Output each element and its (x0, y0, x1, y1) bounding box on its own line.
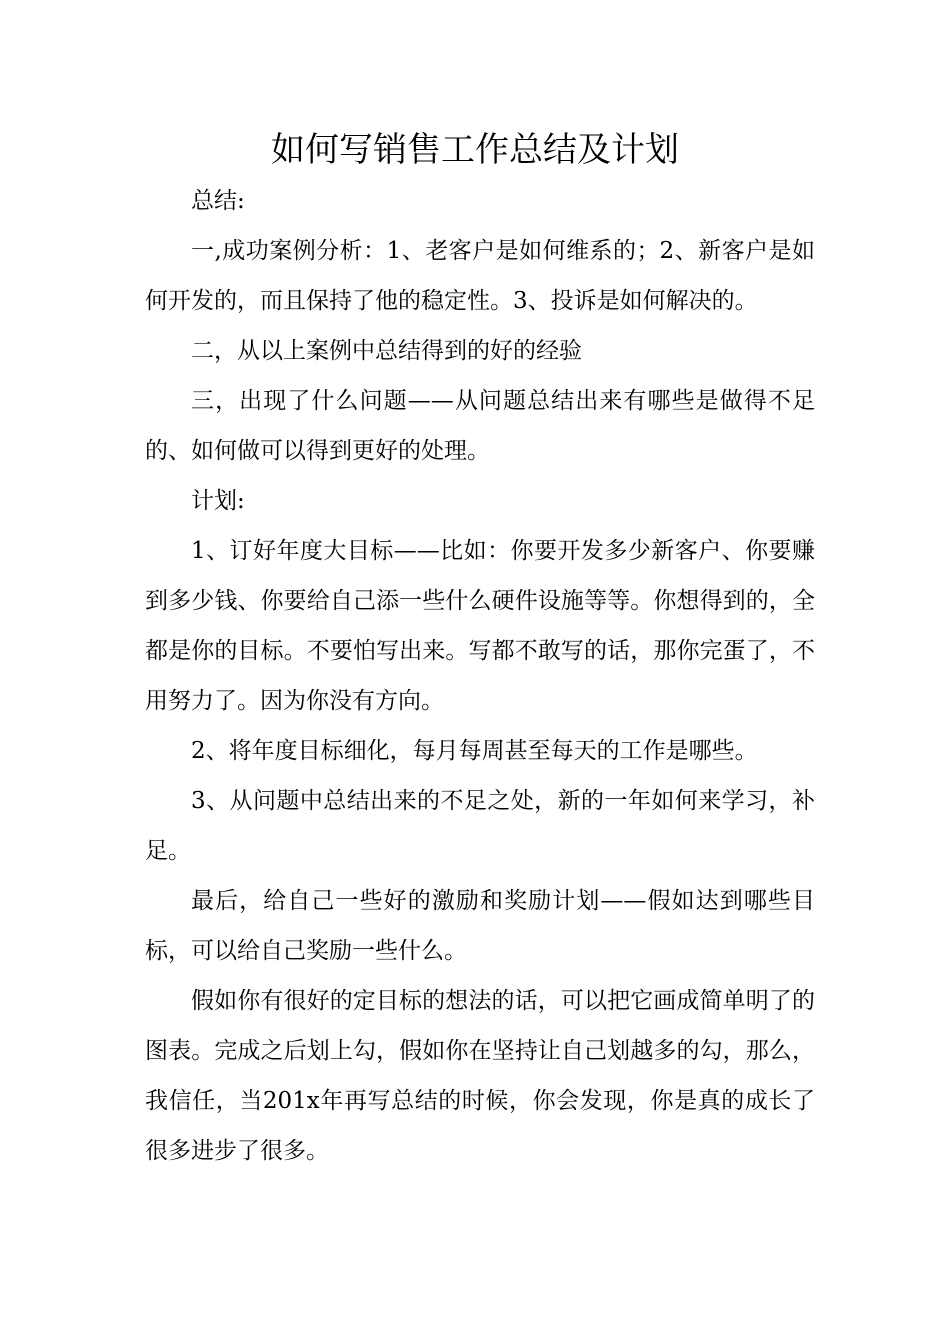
paragraph-improve-shortcomings: 3、从问题中总结出来的不足之处，新的一年如何来学习，补足。 (145, 788, 815, 864)
paragraph-success-cases: 一,成功案例分析：1、老客户是如何维系的；2、新客户是如何开发的，而且保持了他的稳定性。3、投诉是如何解决的。 (145, 238, 815, 314)
paragraph-chart-advice: 假如你有很好的定目标的想法的话，可以把它画成简单明了的图表。完成之后划上勾，假如你在坚持让自己划越多的勾，那么，我信任，当201x年再写总结的时候，你会发现，你是真的成长了很多进步了很多。 (145, 988, 815, 1164)
document-title: 如何写销售工作总结及计划 (271, 130, 679, 170)
paragraph-plan-heading: 计划: (191, 488, 245, 514)
document-body (145, 176, 815, 1176)
paragraph-problems: 三，出现了什么问题——从问题总结出来有哪些是做得不足的、如何做可以得到更好的处理。 (145, 388, 815, 464)
paragraph-rewards: 最后，给自己一些好的激励和奖励计划——假如达到哪些目标，可以给自己奖励一些什么。 (145, 888, 815, 964)
paragraph-summary-heading: 总结: (191, 188, 245, 214)
paragraph-good-experience: 二，从以上案例中总结得到的好的经验 (191, 338, 582, 364)
paragraph-annual-goal: 1、订好年度大目标——比如：你要开发多少新客户、你要赚到多少钱、你要给自己添一些什么硬件设施等等。你想得到的，全都是你的目标。不要怕写出来。写都不敢写的话，那你完蛋了，不用努力了。因为你没有方向。 (145, 538, 815, 714)
paragraph-refine-goals: 2、将年度目标细化，每月每周甚至每天的工作是哪些。 (191, 738, 758, 764)
